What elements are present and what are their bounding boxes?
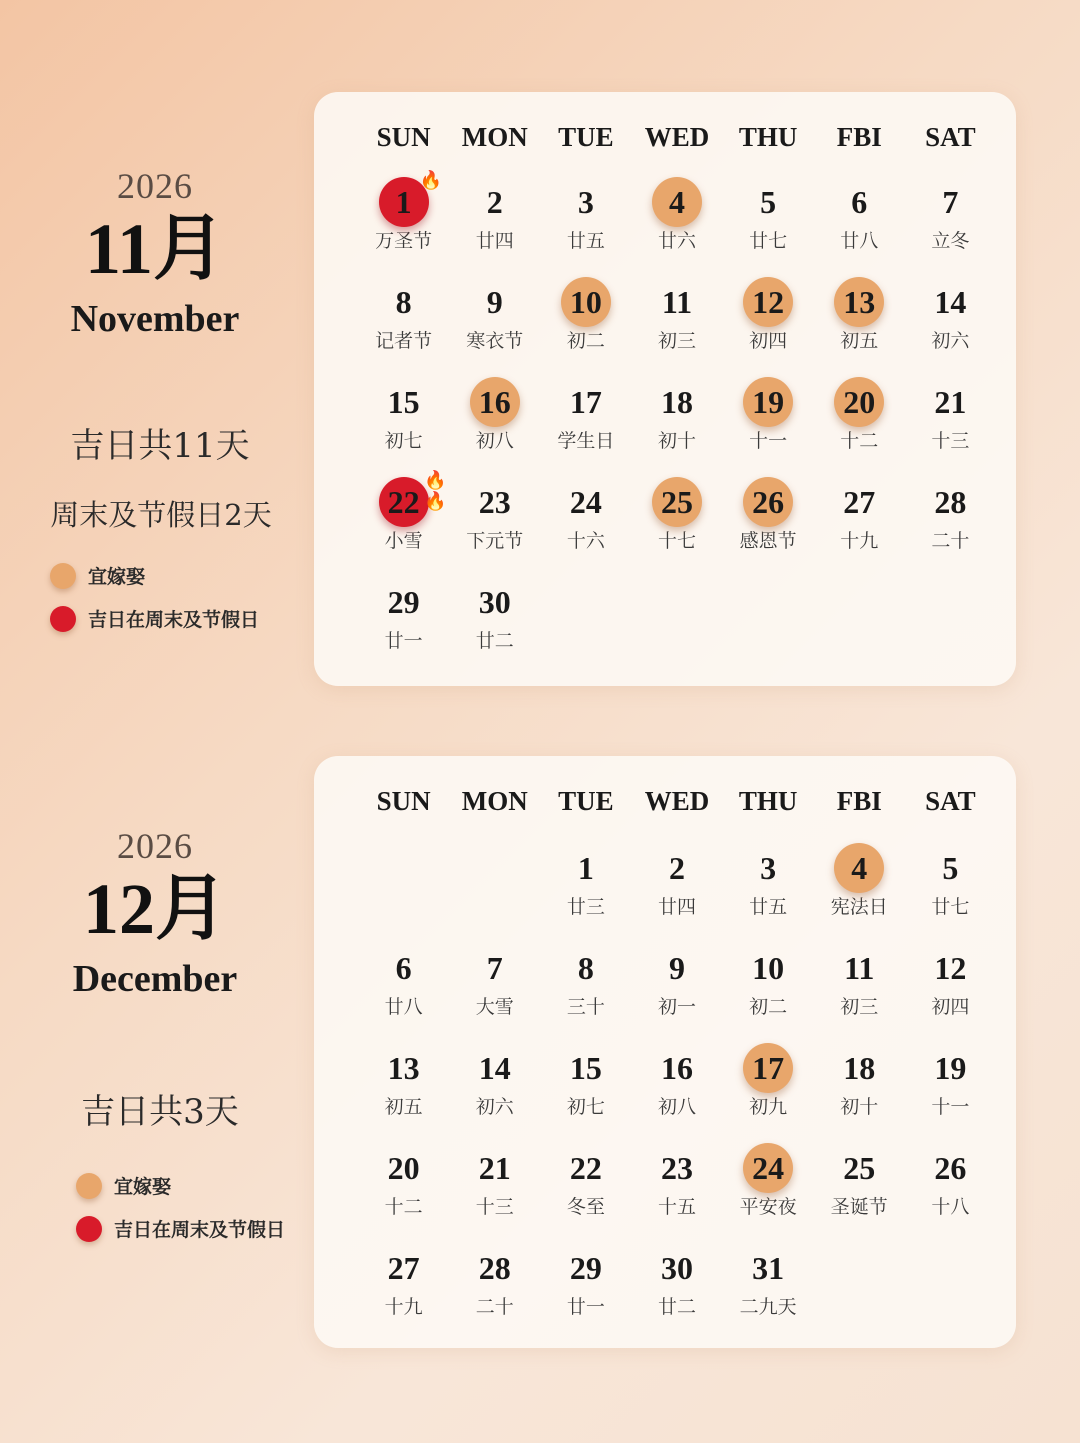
december-days-grid: [358, 840, 996, 1340]
weekday-sun: SUN: [376, 122, 431, 152]
weekday-sun: SUN: [376, 786, 431, 816]
lunar-date: 廿五: [749, 896, 788, 918]
day-number: 13: [843, 283, 876, 320]
red-dot-icon: [50, 606, 76, 632]
day-cell[interactable]: [449, 1140, 540, 1240]
day-cell[interactable]: [449, 940, 540, 1040]
day-number: 15: [569, 1049, 602, 1086]
lunar-date: 廿二: [475, 630, 514, 652]
weekday-wed: WED: [644, 122, 710, 152]
lunar-date: 平安夜: [739, 1196, 797, 1218]
day-number: 8: [395, 283, 412, 320]
november-calendar: [314, 92, 1016, 686]
day-number: 18: [843, 1049, 876, 1086]
day-number: 5: [942, 849, 959, 886]
weekday-header: [358, 122, 996, 153]
orange-dot-icon: [76, 1173, 102, 1199]
day-cell[interactable]: [540, 940, 631, 1040]
day-cell[interactable]: [723, 1140, 814, 1240]
day-cell[interactable]: [358, 1040, 449, 1140]
day-number: 2: [486, 183, 503, 220]
day-cell[interactable]: [723, 474, 814, 574]
lunar-date: 初四: [749, 330, 788, 352]
day-cell[interactable]: [358, 940, 449, 1040]
day-cell[interactable]: [540, 1240, 631, 1340]
day-number: 5: [760, 183, 777, 220]
day-number: 15: [387, 383, 420, 420]
day-cell[interactable]: [449, 274, 540, 374]
day-number: 2: [668, 849, 685, 886]
day-cell[interactable]: [814, 1040, 905, 1140]
weekday-tue: TUE: [558, 122, 614, 152]
day-number: 26: [752, 483, 785, 520]
weekday-fbi: FBI: [836, 786, 882, 816]
legend-label: 吉日在周末及节假日: [88, 609, 260, 631]
lunar-date: 宪法日: [830, 896, 888, 918]
day-cell[interactable]: [905, 274, 996, 374]
day-cell[interactable]: [814, 174, 905, 274]
lunar-date: 十一: [749, 430, 788, 452]
day-number: 20: [843, 383, 876, 420]
legend-label: 吉日在周末及节假日: [114, 1219, 286, 1241]
day-cell[interactable]: [631, 474, 722, 574]
weekday-fbi: FBI: [836, 122, 882, 152]
day-number: 18: [660, 383, 693, 420]
lunar-date: 二十: [931, 530, 970, 552]
day-number: 23: [660, 1149, 693, 1186]
lunar-date: 初十: [657, 430, 696, 452]
lunar-date: 初二: [749, 996, 788, 1018]
day-cell[interactable]: [905, 174, 996, 274]
weekday-tue: TUE: [558, 786, 614, 816]
day-number: 27: [387, 1249, 420, 1286]
lunar-date: 廿二: [657, 1296, 696, 1318]
lunar-date: 十三: [475, 1196, 514, 1218]
lunar-date: 十三: [931, 430, 970, 452]
day-cell[interactable]: [814, 374, 905, 474]
lunar-date: 初五: [384, 1096, 423, 1118]
lunar-date: 廿七: [931, 896, 970, 918]
day-number: 16: [478, 383, 511, 420]
lunar-date: 廿一: [384, 630, 423, 652]
lunar-date: 十八: [931, 1196, 970, 1218]
lunar-date: 廿三: [566, 896, 605, 918]
day-cell[interactable]: [358, 274, 449, 374]
lunar-date: 十二: [384, 1196, 423, 1218]
day-number: 14: [934, 283, 967, 320]
day-cell[interactable]: [631, 274, 722, 374]
auspicious-days-count: 吉日共3天: [81, 1092, 239, 1132]
lunar-date: 初一: [657, 996, 696, 1018]
day-cell[interactable]: [449, 374, 540, 474]
lunar-date: 十二: [840, 430, 879, 452]
day-number: 22: [569, 1149, 602, 1186]
day-number: 6: [851, 183, 868, 220]
day-cell[interactable]: [905, 474, 996, 574]
day-number: 29: [569, 1249, 602, 1286]
day-cell[interactable]: [631, 1140, 722, 1240]
day-cell[interactable]: [358, 470, 449, 574]
month-english: December: [72, 958, 238, 1000]
lunar-date: 十七: [657, 530, 696, 552]
day-cell[interactable]: [449, 574, 540, 674]
year-label: 2026: [117, 826, 193, 866]
lunar-date: 三十: [566, 996, 605, 1018]
day-number: 7: [486, 949, 503, 986]
lunar-date: 初四: [931, 996, 970, 1018]
weekday-header: [358, 786, 996, 817]
day-number: 19: [934, 1049, 967, 1086]
lunar-date: 学生日: [557, 430, 615, 452]
lunar-date: 初八: [475, 430, 514, 452]
day-number: 14: [478, 1049, 511, 1086]
legend-weekend: [76, 1215, 285, 1242]
day-cell[interactable]: [540, 474, 631, 574]
day-cell[interactable]: [814, 274, 905, 374]
day-cell[interactable]: [814, 840, 905, 940]
day-cell[interactable]: [358, 170, 449, 274]
empty-cell: [358, 840, 449, 940]
month-chinese: 12月: [82, 869, 227, 949]
legend-auspicious: [50, 562, 145, 589]
day-cell[interactable]: [905, 374, 996, 474]
lunar-date: 初三: [657, 330, 696, 352]
lunar-date: 十九: [384, 1296, 423, 1318]
lunar-date: 廿七: [749, 230, 788, 252]
month-english: November: [70, 298, 240, 340]
lunar-date: 初八: [657, 1096, 696, 1118]
lunar-date: 廿五: [566, 230, 605, 252]
legend-label: 宜嫁娶: [88, 566, 146, 588]
day-number: 17: [569, 383, 602, 420]
lunar-date: 廿六: [657, 230, 696, 252]
lunar-date: 下元节: [466, 530, 524, 552]
day-number: 4: [851, 849, 868, 886]
lunar-date: 感恩节: [739, 530, 797, 552]
lunar-date: 二九天: [739, 1296, 797, 1318]
day-number: 22: [387, 483, 420, 520]
day-number: 3: [577, 183, 594, 220]
day-number: 9: [486, 283, 503, 320]
weekday-mon: MON: [461, 786, 528, 816]
day-cell[interactable]: [905, 1040, 996, 1140]
day-cell[interactable]: [631, 374, 722, 474]
lunar-date: 圣诞节: [830, 1196, 888, 1218]
day-number: 20: [387, 1149, 420, 1186]
day-cell[interactable]: [358, 1140, 449, 1240]
day-cell[interactable]: [358, 374, 449, 474]
day-cell[interactable]: [723, 274, 814, 374]
lunar-date: 十五: [657, 1196, 696, 1218]
day-cell[interactable]: [358, 574, 449, 674]
auspicious-days-count: 吉日共11天: [70, 426, 250, 466]
lunar-date: 初六: [931, 330, 970, 352]
day-number: 23: [478, 483, 511, 520]
day-number: 13: [387, 1049, 420, 1086]
day-number: 12: [934, 949, 967, 986]
day-number: 28: [478, 1249, 511, 1286]
day-number: 11: [844, 949, 875, 986]
day-number: 30: [660, 1249, 693, 1286]
day-number: 3: [760, 849, 777, 886]
day-cell[interactable]: [631, 1040, 722, 1140]
lunar-date: 初二: [566, 330, 605, 352]
day-cell[interactable]: [540, 1140, 631, 1240]
day-cell[interactable]: [449, 474, 540, 574]
day-number: 28: [934, 483, 967, 520]
lunar-date: 廿一: [566, 1296, 605, 1318]
day-number: 6: [395, 949, 412, 986]
day-number: 17: [752, 1049, 785, 1086]
day-number: 29: [387, 583, 420, 620]
legend-label: 宜嫁娶: [114, 1176, 172, 1198]
day-number: 11: [661, 283, 693, 320]
day-cell[interactable]: [540, 274, 631, 374]
orange-dot-icon: [50, 563, 76, 589]
day-number: 10: [569, 283, 602, 320]
day-cell[interactable]: [631, 840, 722, 940]
lunar-date: 廿四: [475, 230, 514, 252]
day-cell[interactable]: [449, 1240, 540, 1340]
day-cell[interactable]: [540, 174, 631, 274]
day-number: 19: [752, 383, 785, 420]
day-cell[interactable]: [631, 1240, 722, 1340]
lunar-date: 廿八: [840, 230, 879, 252]
day-number: 31: [752, 1249, 785, 1286]
day-cell[interactable]: [814, 474, 905, 574]
weekday-sat: SAT: [925, 786, 976, 816]
day-cell[interactable]: [723, 840, 814, 940]
empty-cell: [449, 840, 540, 940]
day-number: 25: [660, 483, 693, 520]
lunar-date: 初三: [840, 996, 879, 1018]
lunar-date: 立冬: [931, 230, 970, 252]
day-cell[interactable]: [723, 1040, 814, 1140]
day-cell[interactable]: [723, 1240, 814, 1340]
weekday-wed: WED: [644, 786, 710, 816]
day-number: 9: [668, 949, 685, 986]
fire-icon: 🔥: [419, 170, 440, 191]
lunar-date: 十六: [566, 530, 605, 552]
weekend-holiday-count: 周末及节假日2天: [50, 498, 272, 532]
weekday-sat: SAT: [925, 122, 976, 152]
december-calendar: [314, 756, 1016, 1348]
day-number: 21: [478, 1149, 511, 1186]
fire-icon: 🔥🔥: [424, 470, 445, 512]
lunar-date: 初十: [840, 1096, 879, 1118]
day-cell[interactable]: [814, 940, 905, 1040]
day-cell[interactable]: [905, 1140, 996, 1240]
lunar-date: 十一: [931, 1096, 970, 1118]
day-cell[interactable]: [905, 840, 996, 940]
day-number: 30: [478, 583, 511, 620]
day-number: 21: [934, 383, 967, 420]
lunar-date: 初六: [475, 1096, 514, 1118]
weekday-thu: THU: [738, 122, 798, 152]
day-number: 16: [660, 1049, 693, 1086]
lunar-date: 初九: [749, 1096, 788, 1118]
lunar-date: 十九: [840, 530, 879, 552]
red-dot-icon: [76, 1216, 102, 1242]
lunar-date: 记者节: [375, 330, 433, 352]
lunar-date: 大雪: [475, 996, 514, 1018]
day-number: 10: [752, 949, 785, 986]
lunar-date: 小雪: [384, 530, 423, 552]
day-number: 25: [843, 1149, 876, 1186]
lunar-date: 初七: [384, 430, 423, 452]
lunar-date: 廿四: [657, 896, 696, 918]
november-days-grid: [358, 170, 996, 674]
day-cell[interactable]: [723, 940, 814, 1040]
weekday-mon: MON: [461, 122, 528, 152]
day-cell[interactable]: [631, 940, 722, 1040]
day-number: 27: [843, 483, 876, 520]
lunar-date: 初七: [566, 1096, 605, 1118]
lunar-date: 二十: [475, 1296, 514, 1318]
legend-auspicious: [76, 1172, 171, 1199]
weekday-thu: THU: [738, 786, 798, 816]
day-number: 1: [395, 183, 412, 220]
day-number: 1: [577, 849, 594, 886]
day-cell[interactable]: [449, 1040, 540, 1140]
lunar-date: 寒衣节: [466, 330, 524, 352]
day-cell[interactable]: [723, 174, 814, 274]
day-cell[interactable]: [723, 374, 814, 474]
day-number: 24: [569, 483, 602, 520]
day-cell[interactable]: [540, 1040, 631, 1140]
day-number: 4: [668, 183, 685, 220]
lunar-date: 冬至: [566, 1196, 605, 1218]
year-label: 2026: [117, 166, 193, 206]
day-number: 24: [752, 1149, 785, 1186]
december-header: [0, 825, 310, 1001]
day-cell[interactable]: [540, 374, 631, 474]
day-cell[interactable]: [631, 174, 722, 274]
day-number: 7: [942, 183, 959, 220]
day-number: 12: [752, 283, 785, 320]
day-cell[interactable]: [358, 1240, 449, 1340]
legend-weekend: [50, 605, 259, 632]
day-cell[interactable]: [905, 940, 996, 1040]
day-cell[interactable]: [540, 840, 631, 940]
day-cell[interactable]: [814, 1140, 905, 1240]
day-cell[interactable]: [449, 174, 540, 274]
lunar-date: 万圣节: [375, 230, 433, 252]
lunar-date: 廿八: [384, 996, 423, 1018]
day-number: 26: [934, 1149, 967, 1186]
lunar-date: 初五: [840, 330, 879, 352]
day-number: 8: [577, 949, 594, 986]
november-header: [0, 165, 310, 341]
month-chinese: 11月: [84, 209, 226, 289]
